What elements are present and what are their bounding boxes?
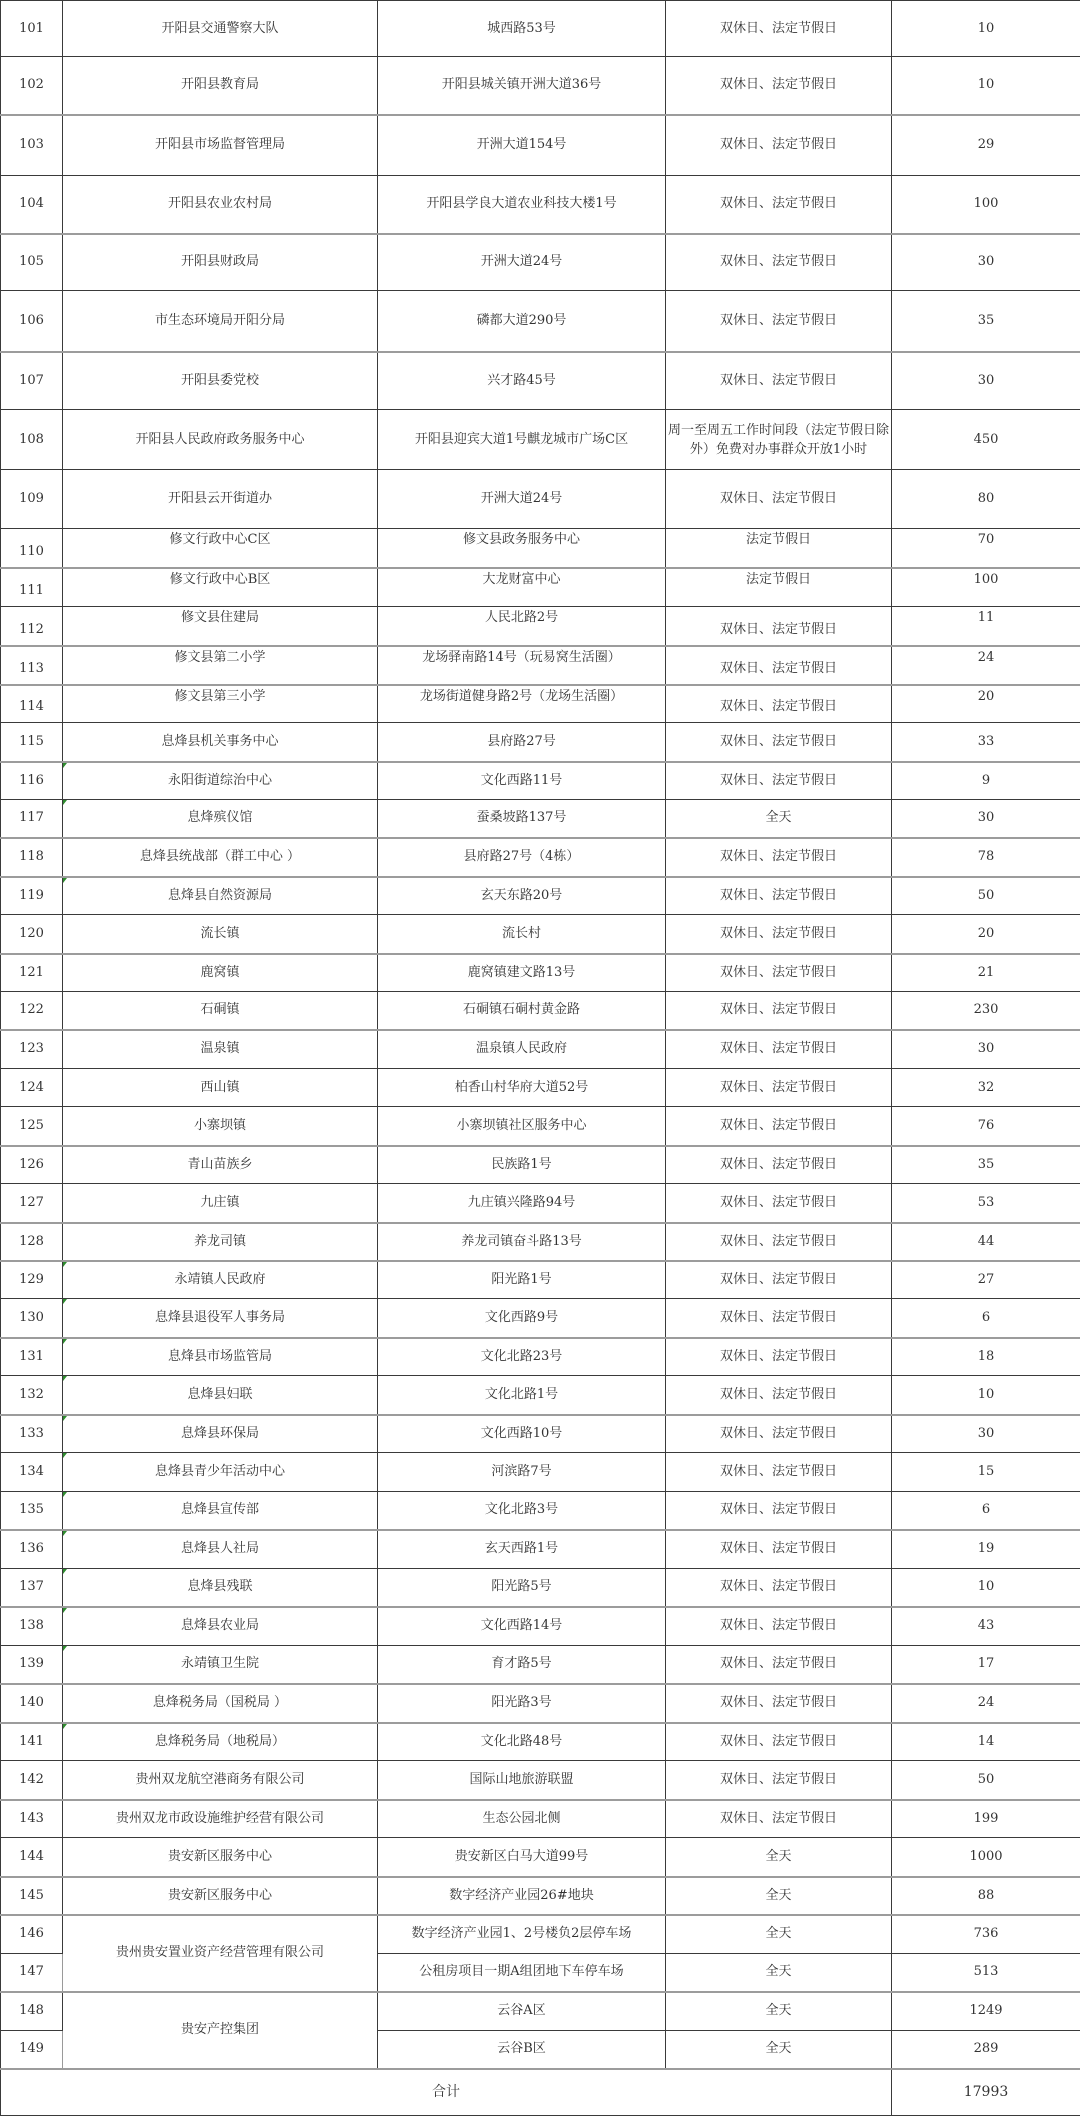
table-row xyxy=(1,352,1080,410)
parking-spaces: 33 xyxy=(892,723,1080,762)
parking-spaces: 24 xyxy=(892,1684,1080,1723)
table-row xyxy=(1,992,1080,1030)
address: 河滨路7号 xyxy=(378,1453,666,1492)
unit-name: 永靖镇卫生院 xyxy=(63,1646,378,1684)
parking-spaces: 29 xyxy=(892,115,1080,176)
address: 阳光路1号 xyxy=(378,1261,666,1299)
address: 县府路27号（4栋） xyxy=(378,838,666,877)
parking-spaces: 6 xyxy=(892,1492,1080,1530)
open-time: 双休日、法定节假日 xyxy=(666,1800,892,1838)
parking-spaces: 20 xyxy=(892,685,1080,723)
row-number: 135 xyxy=(1,1492,63,1530)
open-time: 双休日、法定节假日 xyxy=(666,1376,892,1415)
total-label: 合计 xyxy=(1,2069,892,2116)
open-time: 双休日、法定节假日 xyxy=(666,992,892,1030)
table-row xyxy=(1,838,1080,877)
address: 育才路5号 xyxy=(378,1646,666,1684)
open-time: 双休日、法定节假日 xyxy=(666,877,892,915)
table-row xyxy=(1,568,1080,607)
unit-name: 贵州贵安置业资产经营管理有限公司 xyxy=(63,1915,378,1992)
table-row xyxy=(1,1800,1080,1838)
table-row xyxy=(1,1146,1080,1184)
table-row xyxy=(1,877,1080,915)
address: 国际山地旅游联盟 xyxy=(378,1761,666,1800)
row-number: 147 xyxy=(1,1954,63,1992)
row-number: 107 xyxy=(1,352,63,410)
table-row xyxy=(1,762,1080,800)
address: 贵安新区白马大道99号 xyxy=(378,1838,666,1877)
table-row xyxy=(1,1184,1080,1223)
table-row xyxy=(1,915,1080,954)
unit-name: 息烽税务局（地税局） xyxy=(63,1723,378,1761)
address: 柏香山村华府大道52号 xyxy=(378,1069,666,1107)
row-number: 138 xyxy=(1,1607,63,1646)
open-time: 双休日、法定节假日 xyxy=(666,1415,892,1453)
address: 修文县政务服务中心 xyxy=(378,529,666,568)
row-number: 108 xyxy=(1,410,63,470)
unit-name: 石硐镇 xyxy=(63,992,378,1030)
table-row xyxy=(1,1415,1080,1453)
row-number: 132 xyxy=(1,1376,63,1415)
unit-name: 息烽县环保局 xyxy=(63,1415,378,1453)
unit-name: 开阳县教育局 xyxy=(63,57,378,115)
table-row xyxy=(1,954,1080,992)
unit-name: 息烽县统战部（群工中心 ） xyxy=(63,838,378,877)
parking-spaces: 24 xyxy=(892,646,1080,685)
parking-spaces: 6 xyxy=(892,1299,1080,1338)
parking-spaces: 76 xyxy=(892,1107,1080,1146)
parking-spaces: 18 xyxy=(892,1338,1080,1376)
table-row xyxy=(1,1107,1080,1146)
open-time: 双休日、法定节假日 xyxy=(666,1223,892,1261)
table-row xyxy=(1,1992,1080,2031)
unit-name: 开阳县人民政府政务服务中心 xyxy=(63,410,378,470)
table-row xyxy=(1,1569,1080,1607)
row-number: 149 xyxy=(1,2031,63,2069)
unit-name: 贵州双龙市政设施维护经营有限公司 xyxy=(63,1800,378,1838)
open-time: 双休日、法定节假日 xyxy=(666,1107,892,1146)
parking-spaces: 30 xyxy=(892,352,1080,410)
row-number: 119 xyxy=(1,877,63,915)
row-number: 118 xyxy=(1,838,63,877)
open-time: 全天 xyxy=(666,800,892,838)
row-number: 111 xyxy=(1,568,63,607)
open-time: 双休日、法定节假日 xyxy=(666,646,892,685)
parking-spaces: 53 xyxy=(892,1184,1080,1223)
row-number: 140 xyxy=(1,1684,63,1723)
open-time: 双休日、法定节假日 xyxy=(666,762,892,800)
parking-spaces: 1000 xyxy=(892,1838,1080,1877)
table-row xyxy=(1,1299,1080,1338)
unit-name: 贵安产控集团 xyxy=(63,1992,378,2069)
parking-spaces: 10 xyxy=(892,1569,1080,1607)
open-time: 双休日、法定节假日 xyxy=(666,1261,892,1299)
open-time: 双休日、法定节假日 xyxy=(666,1684,892,1723)
unit-name: 开阳县委党校 xyxy=(63,352,378,410)
table-row xyxy=(1,410,1080,470)
parking-spaces: 50 xyxy=(892,877,1080,915)
unit-name: 开阳县云开街道办 xyxy=(63,470,378,529)
table-row xyxy=(1,1530,1080,1569)
table-row xyxy=(1,1877,1080,1915)
table-row xyxy=(1,1338,1080,1376)
row-number: 102 xyxy=(1,57,63,115)
unit-name: 息烽县妇联 xyxy=(63,1376,378,1415)
address: 文化西路11号 xyxy=(378,762,666,800)
parking-spaces: 14 xyxy=(892,1723,1080,1761)
address: 大龙财富中心 xyxy=(378,568,666,607)
unit-name: 开阳县市场监督管理局 xyxy=(63,115,378,176)
parking-spaces: 289 xyxy=(892,2031,1080,2069)
open-time: 双休日、法定节假日 xyxy=(666,685,892,723)
address: 开洲大道24号 xyxy=(378,470,666,529)
table-row xyxy=(1,1915,1080,1954)
open-time: 全天 xyxy=(666,1992,892,2031)
address: 县府路27号 xyxy=(378,723,666,762)
unit-name: 息烽殡仪馆 xyxy=(63,800,378,838)
table-row xyxy=(1,1684,1080,1723)
parking-spaces: 21 xyxy=(892,954,1080,992)
parking-spaces: 88 xyxy=(892,1877,1080,1915)
address: 龙场街道健身路2号（龙场生活圈） xyxy=(378,685,666,723)
unit-name: 息烽县机关事务中心 xyxy=(63,723,378,762)
open-time: 双休日、法定节假日 xyxy=(666,1761,892,1800)
row-number: 117 xyxy=(1,800,63,838)
parking-spaces: 35 xyxy=(892,1146,1080,1184)
row-number: 115 xyxy=(1,723,63,762)
unit-name: 修文行政中心B区 xyxy=(63,568,378,607)
table-row xyxy=(1,57,1080,115)
row-number: 101 xyxy=(1,1,63,57)
row-number: 146 xyxy=(1,1915,63,1954)
parking-spaces: 10 xyxy=(892,57,1080,115)
row-number: 130 xyxy=(1,1299,63,1338)
row-number: 121 xyxy=(1,954,63,992)
address: 养龙司镇奋斗路13号 xyxy=(378,1223,666,1261)
address: 开洲大道154号 xyxy=(378,115,666,176)
unit-name: 息烽县市场监管局 xyxy=(63,1338,378,1376)
table-row xyxy=(1,1607,1080,1646)
address: 公租房项目一期A组团地下车停车场 xyxy=(378,1954,666,1992)
table-row xyxy=(1,1069,1080,1107)
open-time: 全天 xyxy=(666,1954,892,1992)
total-row xyxy=(1,2069,1080,2116)
row-number: 122 xyxy=(1,992,63,1030)
parking-spaces: 43 xyxy=(892,1607,1080,1646)
address: 磷都大道290号 xyxy=(378,291,666,352)
unit-name: 修文行政中心C区 xyxy=(63,529,378,568)
address: 数字经济产业园1、2号楼负2层停车场 xyxy=(378,1915,666,1954)
table-row xyxy=(1,685,1080,723)
open-time: 双休日、法定节假日 xyxy=(666,352,892,410)
open-time: 双休日、法定节假日 xyxy=(666,1,892,57)
unit-name: 开阳县农业农村局 xyxy=(63,176,378,234)
address: 鹿窝镇建文路13号 xyxy=(378,954,666,992)
address: 九庄镇兴隆路94号 xyxy=(378,1184,666,1223)
parking-spaces: 199 xyxy=(892,1800,1080,1838)
table-row xyxy=(1,115,1080,176)
open-time: 周一至周五工作时间段（法定节假日除外）免费对办事群众开放1小时 xyxy=(666,410,892,470)
address: 数字经济产业园26#地块 xyxy=(378,1877,666,1915)
address: 文化西路14号 xyxy=(378,1607,666,1646)
parking-spaces: 32 xyxy=(892,1069,1080,1107)
open-time: 双休日、法定节假日 xyxy=(666,1607,892,1646)
open-time: 双休日、法定节假日 xyxy=(666,57,892,115)
unit-name: 修文县第三小学 xyxy=(63,685,378,723)
address: 文化北路3号 xyxy=(378,1492,666,1530)
parking-spaces: 1249 xyxy=(892,1992,1080,2031)
unit-name: 息烽县残联 xyxy=(63,1569,378,1607)
unit-name: 永阳街道综治中心 xyxy=(63,762,378,800)
address: 人民北路2号 xyxy=(378,607,666,646)
unit-name: 开阳县交通警察大队 xyxy=(63,1,378,57)
address: 云谷B区 xyxy=(378,2031,666,2069)
parking-spaces: 100 xyxy=(892,568,1080,607)
row-number: 105 xyxy=(1,234,63,291)
address: 阳光路5号 xyxy=(378,1569,666,1607)
open-time: 法定节假日 xyxy=(666,568,892,607)
address: 民族路1号 xyxy=(378,1146,666,1184)
address: 蚕桑坡路137号 xyxy=(378,800,666,838)
row-number: 142 xyxy=(1,1761,63,1800)
open-time: 双休日、法定节假日 xyxy=(666,470,892,529)
address: 城西路53号 xyxy=(378,1,666,57)
address: 开洲大道24号 xyxy=(378,234,666,291)
total-value: 17993 xyxy=(892,2069,1080,2116)
open-time: 法定节假日 xyxy=(666,529,892,568)
row-number: 104 xyxy=(1,176,63,234)
address: 兴才路45号 xyxy=(378,352,666,410)
open-time: 双休日、法定节假日 xyxy=(666,115,892,176)
address: 文化北路48号 xyxy=(378,1723,666,1761)
address: 文化北路1号 xyxy=(378,1376,666,1415)
parking-spaces: 10 xyxy=(892,1376,1080,1415)
row-number: 113 xyxy=(1,646,63,685)
open-time: 双休日、法定节假日 xyxy=(666,291,892,352)
table-row xyxy=(1,1376,1080,1415)
table-row xyxy=(1,723,1080,762)
unit-name: 息烽县宣传部 xyxy=(63,1492,378,1530)
parking-spaces: 513 xyxy=(892,1954,1080,1992)
parking-spaces: 736 xyxy=(892,1915,1080,1954)
open-time: 全天 xyxy=(666,2031,892,2069)
open-time: 全天 xyxy=(666,1838,892,1877)
row-number: 133 xyxy=(1,1415,63,1453)
address: 龙场驿南路14号（玩易窝生活圈） xyxy=(378,646,666,685)
table-row xyxy=(1,1492,1080,1530)
table-row xyxy=(1,1723,1080,1761)
address: 玄天东路20号 xyxy=(378,877,666,915)
table-row xyxy=(1,1261,1080,1299)
row-number: 123 xyxy=(1,1030,63,1069)
row-number: 110 xyxy=(1,529,63,568)
unit-name: 鹿窝镇 xyxy=(63,954,378,992)
open-time: 双休日、法定节假日 xyxy=(666,1723,892,1761)
parking-spaces: 17 xyxy=(892,1646,1080,1684)
open-time: 双休日、法定节假日 xyxy=(666,1069,892,1107)
row-number: 134 xyxy=(1,1453,63,1492)
unit-name: 养龙司镇 xyxy=(63,1223,378,1261)
open-time: 双休日、法定节假日 xyxy=(666,1530,892,1569)
address: 云谷A区 xyxy=(378,1992,666,2031)
parking-spaces: 19 xyxy=(892,1530,1080,1569)
parking-spaces: 78 xyxy=(892,838,1080,877)
open-time: 双休日、法定节假日 xyxy=(666,915,892,954)
row-number: 124 xyxy=(1,1069,63,1107)
table-row xyxy=(1,529,1080,568)
parking-spaces: 100 xyxy=(892,176,1080,234)
row-number: 125 xyxy=(1,1107,63,1146)
row-number: 129 xyxy=(1,1261,63,1299)
address: 开阳县学良大道农业科技大楼1号 xyxy=(378,176,666,234)
unit-name: 息烽县退役军人事务局 xyxy=(63,1299,378,1338)
table-row xyxy=(1,607,1080,646)
unit-name: 息烽县自然资源局 xyxy=(63,877,378,915)
parking-spaces: 70 xyxy=(892,529,1080,568)
address: 小寨坝镇社区服务中心 xyxy=(378,1107,666,1146)
address: 开阳县迎宾大道1号麒龙城市广场C区 xyxy=(378,410,666,470)
row-number: 106 xyxy=(1,291,63,352)
row-number: 126 xyxy=(1,1146,63,1184)
parking-spaces: 230 xyxy=(892,992,1080,1030)
open-time: 双休日、法定节假日 xyxy=(666,1453,892,1492)
row-number: 127 xyxy=(1,1184,63,1223)
open-time: 双休日、法定节假日 xyxy=(666,1569,892,1607)
row-number: 145 xyxy=(1,1877,63,1915)
table-row xyxy=(1,1838,1080,1877)
unit-name: 市生态环境局开阳分局 xyxy=(63,291,378,352)
row-number: 144 xyxy=(1,1838,63,1877)
unit-name: 贵州双龙航空港商务有限公司 xyxy=(63,1761,378,1800)
open-time: 双休日、法定节假日 xyxy=(666,838,892,877)
table-row xyxy=(1,1646,1080,1684)
table-row xyxy=(1,646,1080,685)
address: 开阳县城关镇开洲大道36号 xyxy=(378,57,666,115)
table-row xyxy=(1,1030,1080,1069)
unit-name: 贵安新区服务中心 xyxy=(63,1838,378,1877)
table-row xyxy=(1,800,1080,838)
parking-spaces: 80 xyxy=(892,470,1080,529)
address: 生态公园北侧 xyxy=(378,1800,666,1838)
parking-spaces: 15 xyxy=(892,1453,1080,1492)
row-number: 131 xyxy=(1,1338,63,1376)
unit-name: 修文县第二小学 xyxy=(63,646,378,685)
address: 文化北路23号 xyxy=(378,1338,666,1376)
table-row xyxy=(1,1223,1080,1261)
unit-name: 西山镇 xyxy=(63,1069,378,1107)
unit-name: 永靖镇人民政府 xyxy=(63,1261,378,1299)
row-number: 141 xyxy=(1,1723,63,1761)
unit-name: 温泉镇 xyxy=(63,1030,378,1069)
unit-name: 修文县住建局 xyxy=(63,607,378,646)
open-time: 双休日、法定节假日 xyxy=(666,234,892,291)
unit-name: 小寨坝镇 xyxy=(63,1107,378,1146)
parking-spaces: 50 xyxy=(892,1761,1080,1800)
open-time: 双休日、法定节假日 xyxy=(666,1030,892,1069)
table-row xyxy=(1,1453,1080,1492)
parking-spaces: 30 xyxy=(892,1030,1080,1069)
row-number: 148 xyxy=(1,1992,63,2031)
parking-spaces: 20 xyxy=(892,915,1080,954)
parking-spaces: 30 xyxy=(892,800,1080,838)
row-number: 120 xyxy=(1,915,63,954)
unit-name: 贵安新区服务中心 xyxy=(63,1877,378,1915)
address: 阳光路3号 xyxy=(378,1684,666,1723)
table-row xyxy=(1,1,1080,57)
unit-name: 九庄镇 xyxy=(63,1184,378,1223)
parking-spaces: 35 xyxy=(892,291,1080,352)
open-time: 双休日、法定节假日 xyxy=(666,1646,892,1684)
parking-spaces: 11 xyxy=(892,607,1080,646)
parking-spaces: 44 xyxy=(892,1223,1080,1261)
row-number: 137 xyxy=(1,1569,63,1607)
open-time: 双休日、法定节假日 xyxy=(666,1146,892,1184)
table-row xyxy=(1,234,1080,291)
unit-name: 息烽县人社局 xyxy=(63,1530,378,1569)
open-time: 双休日、法定节假日 xyxy=(666,1184,892,1223)
open-time: 双休日、法定节假日 xyxy=(666,723,892,762)
row-number: 116 xyxy=(1,762,63,800)
row-number: 143 xyxy=(1,1800,63,1838)
open-time: 双休日、法定节假日 xyxy=(666,1492,892,1530)
address: 玄天西路1号 xyxy=(378,1530,666,1569)
parking-spaces: 30 xyxy=(892,1415,1080,1453)
open-time: 全天 xyxy=(666,1877,892,1915)
address: 文化西路9号 xyxy=(378,1299,666,1338)
address: 石硐镇石硐村黄金路 xyxy=(378,992,666,1030)
unit-name: 开阳县财政局 xyxy=(63,234,378,291)
open-time: 双休日、法定节假日 xyxy=(666,954,892,992)
row-number: 128 xyxy=(1,1223,63,1261)
parking-spaces: 30 xyxy=(892,234,1080,291)
open-time: 双休日、法定节假日 xyxy=(666,1338,892,1376)
parking-spaces: 10 xyxy=(892,1,1080,57)
row-number: 112 xyxy=(1,607,63,646)
parking-spaces: 450 xyxy=(892,410,1080,470)
row-number: 103 xyxy=(1,115,63,176)
unit-name: 息烽税务局（国税局 ） xyxy=(63,1684,378,1723)
address: 流长村 xyxy=(378,915,666,954)
table-row xyxy=(1,470,1080,529)
unit-name: 青山苗族乡 xyxy=(63,1146,378,1184)
row-number: 139 xyxy=(1,1646,63,1684)
address: 文化西路10号 xyxy=(378,1415,666,1453)
unit-name: 息烽县青少年活动中心 xyxy=(63,1453,378,1492)
row-number: 114 xyxy=(1,685,63,723)
open-time: 双休日、法定节假日 xyxy=(666,1299,892,1338)
row-number: 109 xyxy=(1,470,63,529)
parking-spaces: 9 xyxy=(892,762,1080,800)
parking-spaces: 27 xyxy=(892,1261,1080,1299)
table-row xyxy=(1,1761,1080,1800)
table-row xyxy=(1,176,1080,234)
address: 温泉镇人民政府 xyxy=(378,1030,666,1069)
table-row xyxy=(1,291,1080,352)
open-time: 双休日、法定节假日 xyxy=(666,176,892,234)
open-time: 全天 xyxy=(666,1915,892,1954)
unit-name: 息烽县农业局 xyxy=(63,1607,378,1646)
row-number: 136 xyxy=(1,1530,63,1569)
open-time: 双休日、法定节假日 xyxy=(666,607,892,646)
unit-name: 流长镇 xyxy=(63,915,378,954)
